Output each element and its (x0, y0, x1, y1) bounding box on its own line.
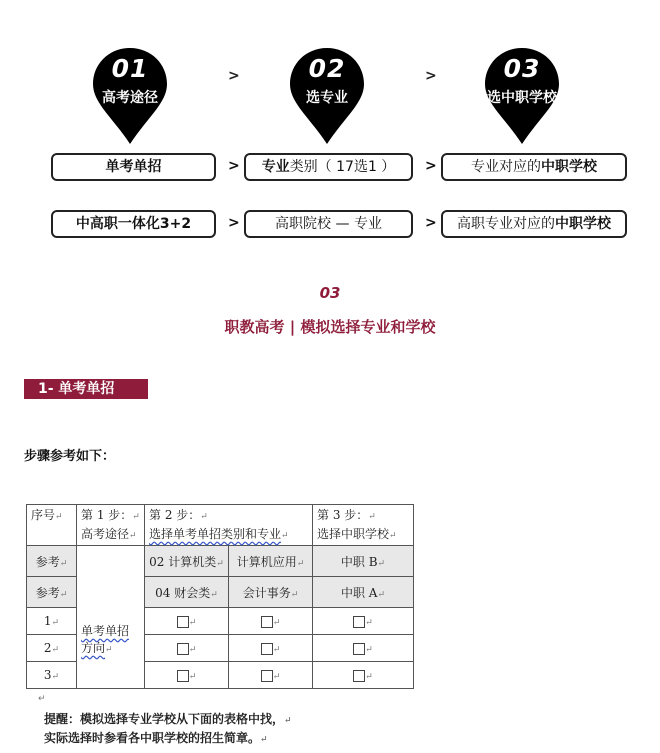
header-seq: 序号↵ (27, 505, 77, 546)
pin-step-03 (483, 46, 561, 146)
checkbox-category[interactable]: ↵ (145, 608, 229, 635)
checkbox-school[interactable]: ↵ (313, 608, 414, 635)
pin-label: 选专业 (306, 90, 348, 106)
note-line-2: 实际选择时参看各中职学校的招生简章。↵ (44, 731, 268, 745)
flow-arrow: > (425, 158, 437, 174)
row-number: 1↵ (27, 608, 77, 635)
header-step3: 第 3 步：↵ 选择中职学校↵ (313, 505, 414, 546)
checkbox-major[interactable]: ↵ (229, 635, 313, 662)
checkbox-icon[interactable] (177, 616, 189, 628)
ref-school: 中职 A↵ (313, 577, 414, 608)
ref-label: 参考↵ (27, 577, 77, 608)
section-number: 03 (319, 284, 341, 302)
pin-arrow: > (425, 68, 437, 84)
row-number: 3↵ (27, 662, 77, 689)
checkbox-icon[interactable] (353, 670, 365, 682)
subsection-tag: 1- 单考单招 (24, 379, 148, 399)
flow-box-exam-path (51, 153, 216, 181)
pin-step-01 (91, 46, 169, 146)
flow-box-text: 高职院校 — 专业 (275, 216, 382, 232)
checkbox-icon[interactable] (177, 643, 189, 655)
pin-number: 01 (111, 54, 149, 83)
flow-box-bold: 单考单招 (105, 159, 162, 175)
section-title: 职教高考 | 模拟选择专业和学校 (224, 318, 436, 336)
flow-box-text: 高职专业对应的 (457, 216, 555, 232)
flow-box-integrated (51, 210, 216, 238)
checkbox-major[interactable]: ↵ (229, 662, 313, 689)
table-header-row (27, 505, 414, 546)
note-line-1: 提醒：模拟选择专业学校从下面的表格中找，↵ (44, 712, 292, 726)
checkbox-school[interactable]: ↵ (313, 662, 414, 689)
checkbox-icon[interactable] (261, 616, 273, 628)
pin-label: 选中职学校 (487, 90, 557, 106)
flow-arrow: > (425, 215, 437, 231)
selection-table (26, 504, 414, 689)
ref-category: 04 财会类↵ (145, 577, 229, 608)
flow-box-text: 专业对应的 (471, 159, 541, 175)
pin-number: 03 (503, 54, 541, 83)
flow-arrow: > (228, 215, 240, 231)
checkbox-major[interactable]: ↵ (229, 608, 313, 635)
flow-box-school (441, 153, 627, 181)
ref-category: 02 计算机类↵ (145, 546, 229, 577)
flow-box-college-school (441, 210, 627, 238)
checkbox-school[interactable]: ↵ (313, 635, 414, 662)
flow-box-major-category (244, 153, 413, 181)
path-cell: 单考单招 方向↵ (77, 546, 145, 689)
checkbox-icon[interactable] (177, 670, 189, 682)
checkbox-icon[interactable] (261, 643, 273, 655)
pin-label: 高考途径 (102, 90, 158, 106)
flow-box-bold: 专业 (261, 159, 290, 175)
flow-box-text: 类别（ 17选1 ） (289, 159, 396, 175)
paragraph-mark: ↵ (38, 694, 46, 704)
ref-school: 中职 B↵ (313, 546, 414, 577)
flow-box-bold: 中职学校 (541, 159, 597, 175)
header-step2: 第 2 步：↵ 选择单考单招类别和专业↵ (145, 505, 313, 546)
ref-label: 参考↵ (27, 546, 77, 577)
flow-box-college-major (244, 210, 413, 238)
header-step1: 第 1 步：↵ 高考途径↵ (77, 505, 145, 546)
flow-box-bold: 中职学校 (555, 216, 611, 232)
steps-label: 步骤参考如下： (24, 449, 116, 464)
pin-step-02 (288, 46, 366, 146)
checkbox-icon[interactable] (353, 643, 365, 655)
flow-arrow: > (228, 158, 240, 174)
row-number: 2↵ (27, 635, 77, 662)
ref-major: 会计事务↵ (229, 577, 313, 608)
table-row-ref-1 (27, 546, 414, 577)
ref-major: 计算机应用↵ (229, 546, 313, 577)
checkbox-category[interactable]: ↵ (145, 662, 229, 689)
flow-box-bold: 中高职一体化3+2 (75, 216, 192, 232)
pin-arrow: > (228, 68, 240, 84)
pin-number: 02 (308, 54, 346, 83)
checkbox-icon[interactable] (261, 670, 273, 682)
checkbox-icon[interactable] (353, 616, 365, 628)
checkbox-category[interactable]: ↵ (145, 635, 229, 662)
